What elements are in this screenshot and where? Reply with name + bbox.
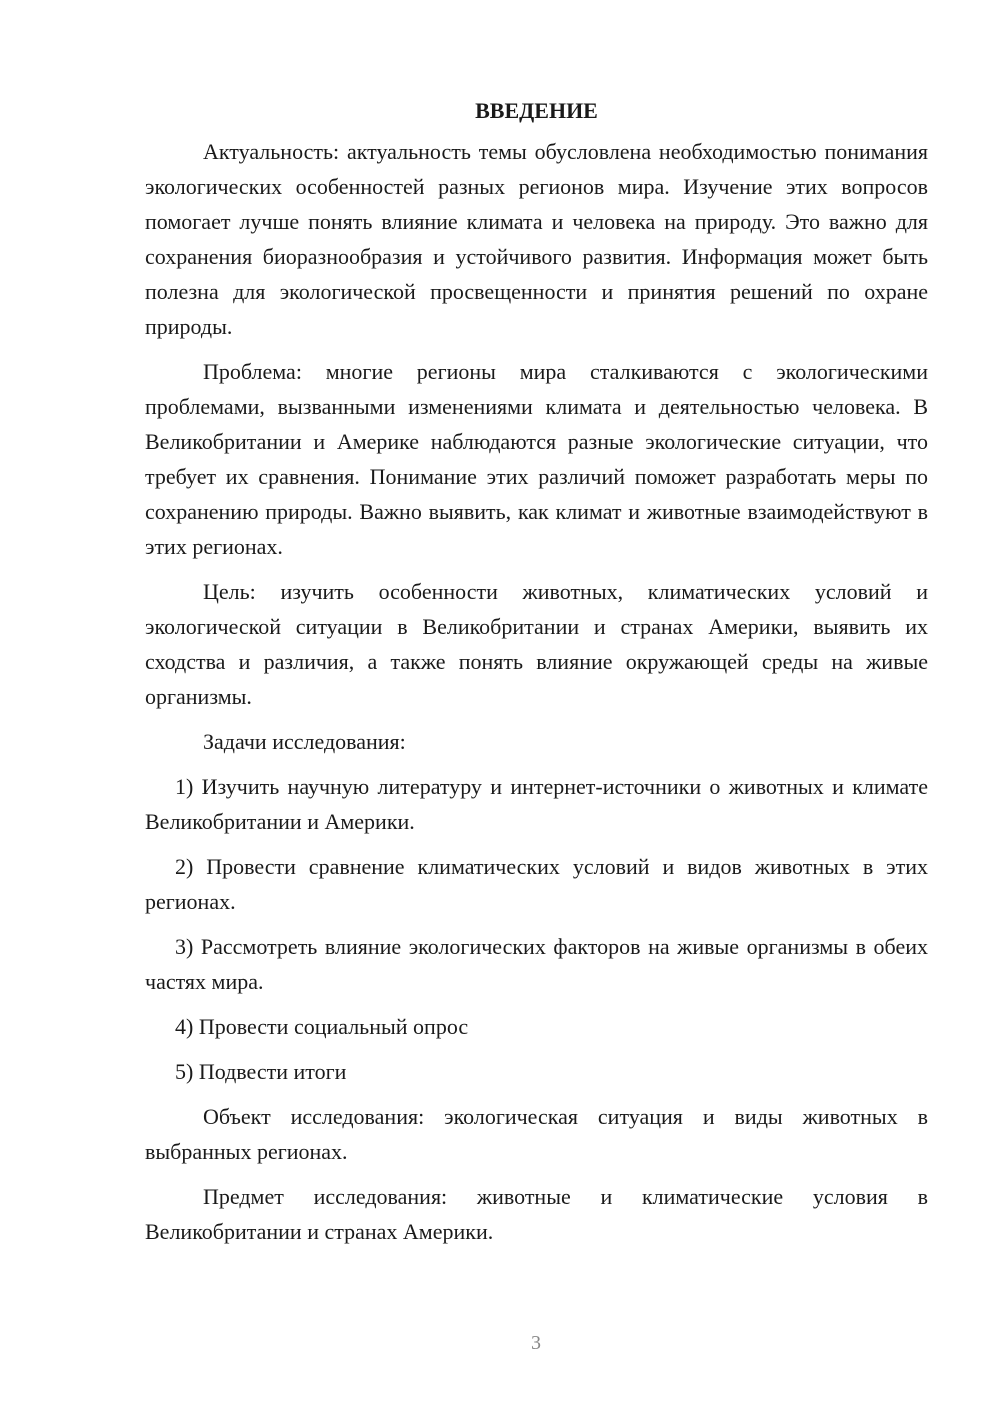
task-item-3: 3) Рассмотреть влияние экологических факторов на живые организмы в обеих частях мира. — [145, 934, 928, 994]
tasks-heading: Задачи исследования: — [203, 729, 406, 754]
task-item-2: 2) Провести сравнение климатических условий и видов животных в этих регионах. — [145, 854, 928, 914]
task-item-1: 1) Изучить научную литературу и интернет-источники о животных и климате Великобритании и Америки. — [145, 774, 928, 834]
object-paragraph: Объект исследования: экологическая ситуация и виды животных в выбранных регионах. — [145, 1104, 928, 1164]
section-heading: ВВЕДЕНИЕ — [475, 98, 598, 123]
document-page — [145, 93, 928, 1259]
relevance-paragraph: Актуальность: актуальность темы обусловлена необходимостью понимания экологических особенностей разных регионов мира. Изучение этих вопросов помогает лучше понять влияние климата и человека на природу. Это важно для сохранения биоразнообразия и устойчивого развития. Информация может быть полезна для экологической просвещенности и принятия решений по охране природы. — [145, 139, 928, 339]
goal-paragraph: Цель: изучить особенности животных, климатических условий и экологической ситуации в Великобритании и странах Америки, выявить их сходства и различия, а также понять влияние окружающей среды на живые организмы. — [145, 579, 928, 709]
task-item-4: 4) Провести социальный опрос — [175, 1014, 469, 1039]
task-item-5: 5) Подвести итоги — [175, 1059, 347, 1084]
problem-paragraph: Проблема: многие регионы мира сталкиваются с экологическими проблемами, вызванными изменениями климата и деятельностью человека. В Великобритании и Америке наблюдаются разные экологические ситуации, что требует их сравнения. Понимание этих различий поможет разработать меры по сохранению природы. Важно выявить, как климат и животные взаимодействуют в этих регионах. — [145, 359, 928, 559]
page-number: 3 — [531, 1332, 541, 1354]
subject-paragraph: Предмет исследования: животные и климатические условия в Великобритании и странах Америки. — [145, 1184, 928, 1244]
